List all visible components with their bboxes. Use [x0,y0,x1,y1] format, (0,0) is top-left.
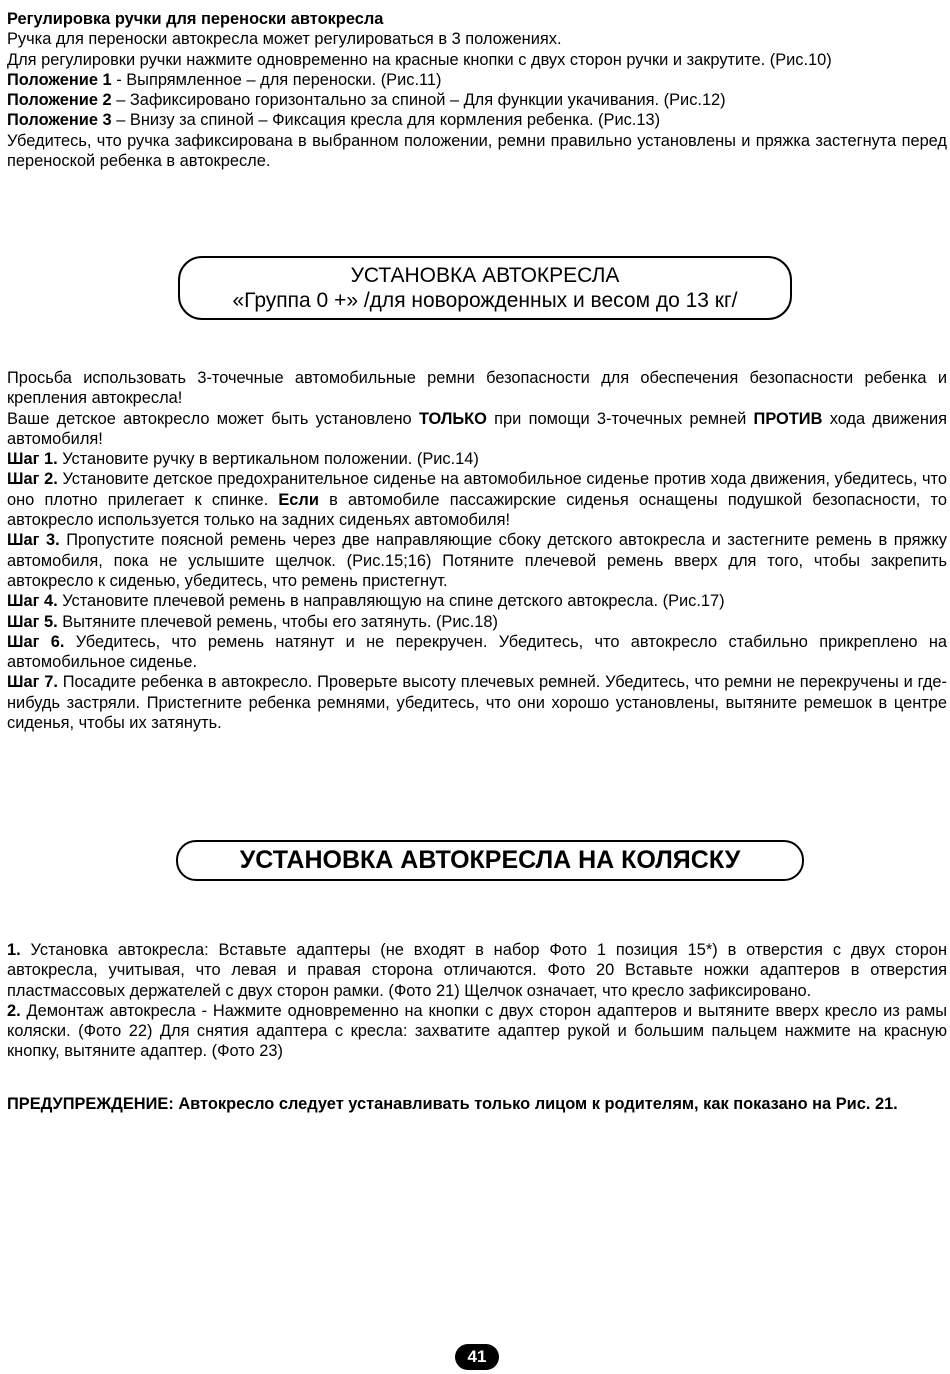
step-6 [7,632,947,673]
stroller-item-2-text: Демонтаж автокресла - Нажмите одновременно на кнопки с двух сторон адаптеров и вытяните вверх кресло из рамы коляски. (Фото 22) Для снятия адаптера с кресла: захватите адаптер рукой и большим пальцем нажмите на красную кнопку, вытяните адаптер. (Фото 23) [7,1001,947,1061]
step-2-label: Шаг 2. [7,470,58,489]
only-emphasis: ТОЛЬКО [418,409,487,428]
install-section-header [178,256,792,320]
step-7-text: Посадите ребенка в автокресло. Проверьте высоту плечевых ремней. Убедитесь, что ремни не перекручены и где-нибудь застряли. Пристегните ребенка ремнями, убедитесь, что они хорошо установлены, вытяните ремешок в центре сиденья, чтобы их затянуть. [7,673,947,733]
warning-paragraph: ПРЕДУПРЕЖДЕНИЕ: Автокресло следует устанавливать только лицом к родителям, как показано на Рис. 21. [7,1095,898,1113]
only-text-e: хода движения автомобиля! [7,409,947,448]
step-7-label: Шаг 7. [7,673,58,692]
step-5 [7,612,947,632]
install-intro: Просьба использовать 3-точечные автомобильные ремни безопасности для обеспечения безопасности ребенка и крепления автокресла! [7,369,947,408]
position-1-text: - Выпрямленное – для переноски. (Рис.11) [111,70,442,89]
position-3-text: – Внизу за спиной – Фиксация кресла для кормления ребенка. (Рис.13) [111,111,661,130]
step-5-label: Шаг 5. [7,612,58,631]
position-3-label: Положение 3 [7,111,112,130]
step-7 [7,672,947,733]
step-2-text-b: в автомобиле пассажирские сиденья оснащены подушкой безопасности, то автокресло используется только на задних сиденьях автомобиля! [7,490,947,530]
handle-adjustment-section [7,9,947,171]
step-6-text: Убедитесь, что ремень натянут и не перекручен. Убедитесь, что автокресло стабильно прикреплено на автомобильное сиденье. [7,632,948,672]
install-only-paragraph [7,409,947,450]
position-1 [7,70,947,90]
only-text-c: при помощи 3-точечных ремней [486,409,754,428]
position-2-label: Положение 2 [7,91,112,110]
stroller-header-title: УСТАНОВКА АВТОКРЕСЛА НА КОЛЯСКУ [239,846,741,874]
stroller-item-1-text: Установка автокресла: Вставьте адаптеры (не входят в набор Фото 1 позиция 15*) в отверстия с двух сторон автокресла, учитывая, что левая и правая сторона отличаются. Фото 20 Вставьте ножки адаптеров в отверстия пластмассовых держателей с двух сторон рамки. (Фото 21) Щелчок означает, что кресло зафиксировано. [7,941,947,1000]
position-1-label: Положение 1 [7,70,112,89]
step-6-label: Шаг 6. [7,632,65,651]
step-4-label: Шаг 4. [7,592,58,611]
page-number-badge: 41 [455,1344,499,1370]
position-2 [7,90,947,110]
stroller-item-2-number: 2. [7,1001,21,1020]
handle-check-paragraph: Убедитесь, что ручка зафиксирована в выбранном положении, ремни правильно установлены и пряжка застегнута перед переноской ребенка в автокресле. [7,131,947,171]
stroller-item-1 [7,940,947,1001]
stroller-section-header [176,840,804,881]
install-header-line-2: «Группа 0 +» /для новорожденных и весом до 13 кг/ [232,289,738,312]
step-2-if: Если [278,490,319,509]
step-2 [7,469,947,530]
handle-section-title: Регулировка ручки для переноски автокресла [7,10,384,28]
stroller-item-2 [7,1001,947,1062]
step-3 [7,530,947,591]
handle-line-2: Для регулировки ручки нажмите одновременно на красные кнопки с двух сторон ручки и закрутите. (Рис.10) [7,50,832,69]
step-1-text: Установите ручку в вертикальном положении. (Рис.14) [57,450,479,469]
step-5-text: Вытяните плечевой ремень, чтобы его затянуть. (Рис.18) [57,612,498,631]
step-4 [7,591,947,611]
step-1 [7,449,947,469]
install-header-line-1: УСТАНОВКА АВТОКРЕСЛА [350,264,620,287]
stroller-item-1-number: 1. [7,941,21,959]
step-3-label: Шаг 3. [7,531,60,550]
stroller-section [7,940,947,1062]
against-emphasis: ПРОТИВ [753,409,823,428]
only-text-a: Ваше детское автокресло может быть установлено [7,409,419,428]
position-2-text: – Зафиксировано горизонтально за спиной – Для функции укачивания. (Рис.12) [111,91,726,110]
step-4-text: Установите плечевой ремень в направляющую на спине детского автокресла. (Рис.17) [57,592,725,611]
handle-line-1: Ручка для переноски автокресла может регулироваться в 3 положениях. [7,30,562,49]
step-2-text-a: Установите детское предохранительное сиденье на автомобильное сиденье против хода движения, убедитесь, что оно плотно прилегает к спинке. [7,470,947,509]
install-section [7,368,947,733]
step-1-label: Шаг 1. [7,450,58,469]
position-3 [7,110,947,130]
step-3-text: Пропустите поясной ремень через две направляющие сбоку детского автокресла и застегните ремень в пряжку автомобиля, пока не услышите щелчок. (Рис.15;16) Потяните плечевой ремень вверх для того, чтобы закрепить автокресло к сиденью, убедитесь, что ремень пристегнут. [7,531,947,590]
